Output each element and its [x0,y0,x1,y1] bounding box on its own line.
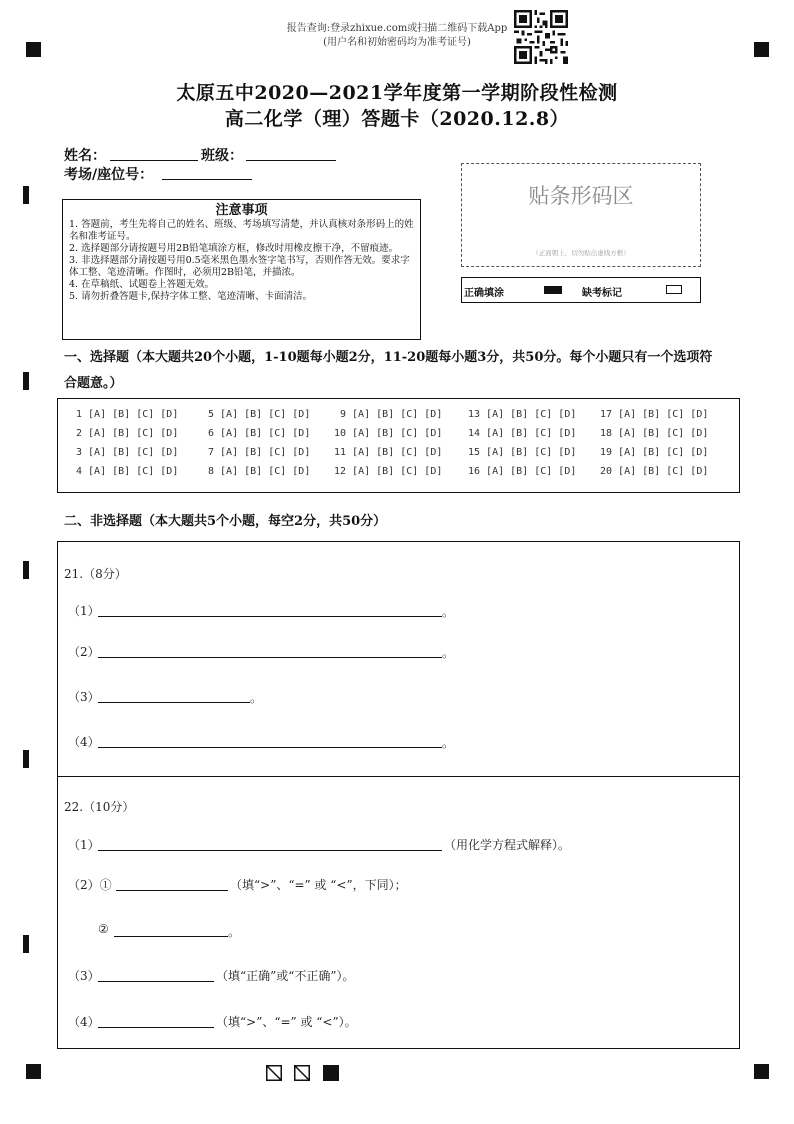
period: 。 [442,736,455,750]
q22-part4-label: （4） [68,1015,100,1029]
card-title: 高二化学（理）答题卡（2020.12.8） [224,108,570,130]
choice-row[interactable]: 19 [A] [B] [C] [D] [600,447,709,458]
q21-part2-answer[interactable] [98,657,442,658]
seat-label: 考场/座位号： [64,167,154,183]
absent-mark-box[interactable] [666,285,682,294]
q21-heading: 21.（8分） [64,567,127,581]
q21-part1-answer[interactable] [98,616,442,617]
correct-fill-label: 正确填涂 [464,288,504,299]
choice-grid [57,398,740,493]
page-code-square-icon [294,1065,310,1081]
choice-row[interactable]: 15 [A] [B] [C] [D] [468,447,577,458]
choice-row[interactable]: 10 [A] [B] [C] [D] [334,428,443,439]
timing-mark [23,372,29,390]
q22-part2a-answer[interactable] [116,890,228,891]
name-label: 姓名： [64,148,106,164]
choice-row[interactable]: 1 [A] [B] [C] [D] [76,409,179,420]
q22-part1-instruction: （用化学方程式解释）。 [444,838,571,852]
choice-row[interactable]: 6 [A] [B] [C] [D] [208,428,311,439]
notice-box [62,199,421,340]
choice-row[interactable]: 8 [A] [B] [C] [D] [208,466,311,477]
seat-field[interactable] [162,179,252,180]
timing-mark [23,186,29,204]
choice-row[interactable]: 9 [A] [B] [C] [D] [340,409,443,420]
report-query-line1: 报告查询:登录zhixue.com或扫描二维码下载App [286,23,508,34]
barcode-area-label: 贴条形码区 [528,184,634,208]
choice-row[interactable]: 13 [A] [B] [C] [D] [468,409,577,420]
choice-row[interactable]: 17 [A] [B] [C] [D] [600,409,709,420]
notice-item: 2. 选择题部分请按题号用2B铅笔填涂方框，修改时用橡皮擦干净，不留痕迹。 [69,243,399,254]
period: 。 [250,691,263,705]
period: 。 [228,925,241,939]
q22-part2-label: （2）① [68,878,112,892]
choice-row[interactable]: 14 [A] [B] [C] [D] [468,428,577,439]
section1-title-cont: 合题意。） [64,376,123,391]
q21-part4-label: （4） [68,735,100,749]
exam-title: 太原五中2020—2021学年度第一学期阶段性检测 [176,82,618,104]
qr-code-icon [514,10,568,64]
q22-heading: 22.（10分） [64,800,135,814]
barcode-area [461,163,701,267]
q21-part4-answer[interactable] [98,747,442,748]
absent-mark-label: 缺考标记 [582,288,622,299]
fill-legend [461,277,701,303]
q21-part1-label: （1） [68,604,100,618]
q22-part2-instruction: （填“>”、“=” 或 “<”，下同）； [230,878,407,892]
choice-row[interactable]: 3 [A] [B] [C] [D] [76,447,179,458]
choice-row[interactable]: 16 [A] [B] [C] [D] [468,466,577,477]
notice-item: 3. 非选择题部分请按题号用0.5毫米黑色墨水签字笔书写，否则作答无效。要求字体工整、笔迹清晰。作图时，必须用2B铅笔，并描浓。 [69,255,410,278]
page-code-square-icon [266,1065,282,1081]
choice-row[interactable]: 7 [A] [B] [C] [D] [208,447,311,458]
notice-item: 4. 在草稿纸、试题卷上答题无效。 [69,279,215,290]
timing-mark [23,561,29,579]
q22-part2b-label: ② [98,922,109,936]
barcode-area-hint: （正面朝上，切勿贴出虚线方框） [532,249,630,257]
choice-row[interactable]: 4 [A] [B] [C] [D] [76,466,179,477]
notice-item: 5. 请勿折叠答题卡,保持字体工整、笔迹清晰、卡面清洁。 [69,291,313,302]
q22-part1-label: （1） [68,838,100,852]
q22-part3-instruction: （填“正确”或“不正确”）。 [216,969,355,983]
choice-row[interactable]: 20 [A] [B] [C] [D] [600,466,709,477]
registration-mark [26,1064,41,1079]
section1-title: 一、选择题（本大题共20个小题，1-10题每小题2分，11-20题每小题3分，共50分。每个小题只有一个选项符 [64,350,713,365]
report-query-note [0,22,794,50]
q21-part3-answer[interactable] [98,702,250,703]
choice-row[interactable]: 5 [A] [B] [C] [D] [208,409,311,420]
report-query-line2: (用户名和初始密码均为准考证号) [323,37,471,48]
period: 。 [442,605,455,619]
q22-part1-answer[interactable] [98,850,442,851]
q22-part4-answer[interactable] [98,1027,214,1028]
class-label: 班级： [201,148,243,164]
filled-sample-icon [544,286,562,294]
q21-part3-label: （3） [68,690,100,704]
registration-mark [754,1064,769,1079]
period: 。 [442,646,455,660]
class-field[interactable] [246,160,336,161]
q22-part2b-answer[interactable] [114,936,228,937]
q22-part4-instruction: （填“>”、“=” 或 “<”）。 [216,1015,357,1029]
q22-part3-label: （3） [68,969,100,983]
timing-mark [23,935,29,953]
choice-row[interactable]: 11 [A] [B] [C] [D] [334,447,443,458]
choice-row[interactable]: 2 [A] [B] [C] [D] [76,428,179,439]
choice-row[interactable]: 12 [A] [B] [C] [D] [334,466,443,477]
timing-mark [23,750,29,768]
notice-item: 1. 答题前，考生先将自己的姓名、班级、考场填写清楚，并认真核对条形码上的姓名和准考证号。 [69,219,414,242]
q22-part3-answer[interactable] [98,981,214,982]
page-code-filled-square-icon [323,1065,339,1081]
answer-area [57,541,740,1049]
question-divider [57,776,740,777]
choice-row[interactable]: 18 [A] [B] [C] [D] [600,428,709,439]
notice-heading: 注意事项 [215,203,268,218]
q21-part2-label: （2） [68,645,100,659]
section2-title: 二、非选择题（本大题共5个小题，每空2分，共50分） [64,514,387,529]
name-field[interactable] [110,160,198,161]
